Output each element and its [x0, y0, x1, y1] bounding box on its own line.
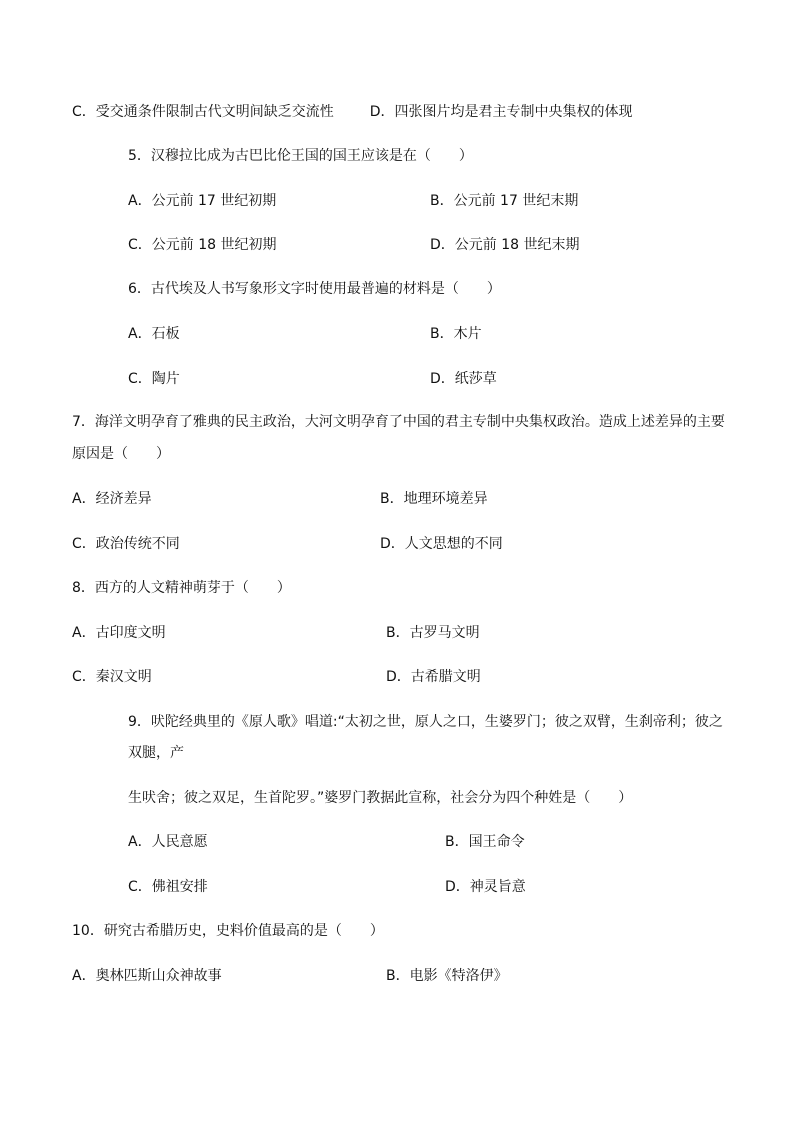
q5-option-b: B．公元前 17 世纪末期 — [430, 193, 579, 209]
q6-option-d: D．纸莎草 — [430, 371, 497, 387]
q4-option-d: D．四张图片均是君主专制中央集权的体现 — [369, 104, 633, 120]
q4-option-c: C．受交通条件限制古代文明间缺乏交流性 — [72, 104, 334, 120]
q9-option-d: D．神灵旨意 — [445, 879, 526, 895]
q8-stem: 8．西方的人文精神萌芽于（ ） — [72, 580, 291, 596]
q9-option-a: A．人民意愿 — [128, 834, 208, 850]
q5-option-a: A．公元前 17 世纪初期 — [128, 193, 277, 209]
q5-option-d: D．公元前 18 世纪末期 — [430, 237, 580, 253]
q10-option-a: A．奥林匹斯山众神故事 — [72, 968, 222, 984]
q6-option-b: B．木片 — [430, 326, 482, 342]
q7-option-b: B．地理环境差异 — [380, 491, 488, 507]
q9-option-b: B．国王命令 — [445, 834, 525, 850]
q7-option-d: D．人文思想的不同 — [380, 536, 503, 552]
q8-option-b: B．古罗马文明 — [386, 625, 480, 641]
q5-option-c: C．公元前 18 世纪初期 — [128, 237, 277, 253]
q6-stem: 6．古代埃及人书写象形文字时使用最普遍的材料是（ ） — [128, 281, 501, 297]
q7-option-c: C．政治传统不同 — [72, 536, 180, 552]
q8-option-d: D．古希腊文明 — [386, 669, 481, 685]
q6-option-a: A．石板 — [128, 326, 180, 342]
q7-option-a: A．经济差异 — [72, 491, 152, 507]
q7-stem-line2: 原因是（ ） — [72, 446, 170, 462]
q8-option-a: A．古印度文明 — [72, 625, 166, 641]
q9-stem-line1: 9．吠陀经典里的《原人歌》唱道:“太初之世，原人之口，生婆罗门；彼之双臂，生刹帝利；彼之 — [128, 714, 723, 730]
q9-stem-line2: 双腿，产 — [128, 745, 184, 761]
q9-option-c: C．佛祖安排 — [128, 879, 208, 895]
q5-stem: 5．汉穆拉比成为古巴比伦王国的国王应该是在（ ） — [128, 148, 473, 164]
q4-options-cd — [72, 103, 633, 121]
q7-stem-line1: 7．海洋文明孕育了雅典的民主政治，大河文明孕育了中国的君主专制中央集权政治。造成上述差异的主要 — [72, 414, 725, 430]
q8-option-c: C．秦汉文明 — [72, 669, 152, 685]
q6-option-c: C．陶片 — [128, 371, 180, 387]
q10-stem: 10．研究古希腊历史，史料价值最高的是（ ） — [72, 923, 384, 939]
q9-stem-line3: 生吠舍；彼之双足，生首陀罗。”婆罗门教据此宣称，社会分为四个种姓是（ ） — [128, 790, 633, 806]
q10-option-b: B．电影《特洛伊》 — [386, 968, 508, 984]
